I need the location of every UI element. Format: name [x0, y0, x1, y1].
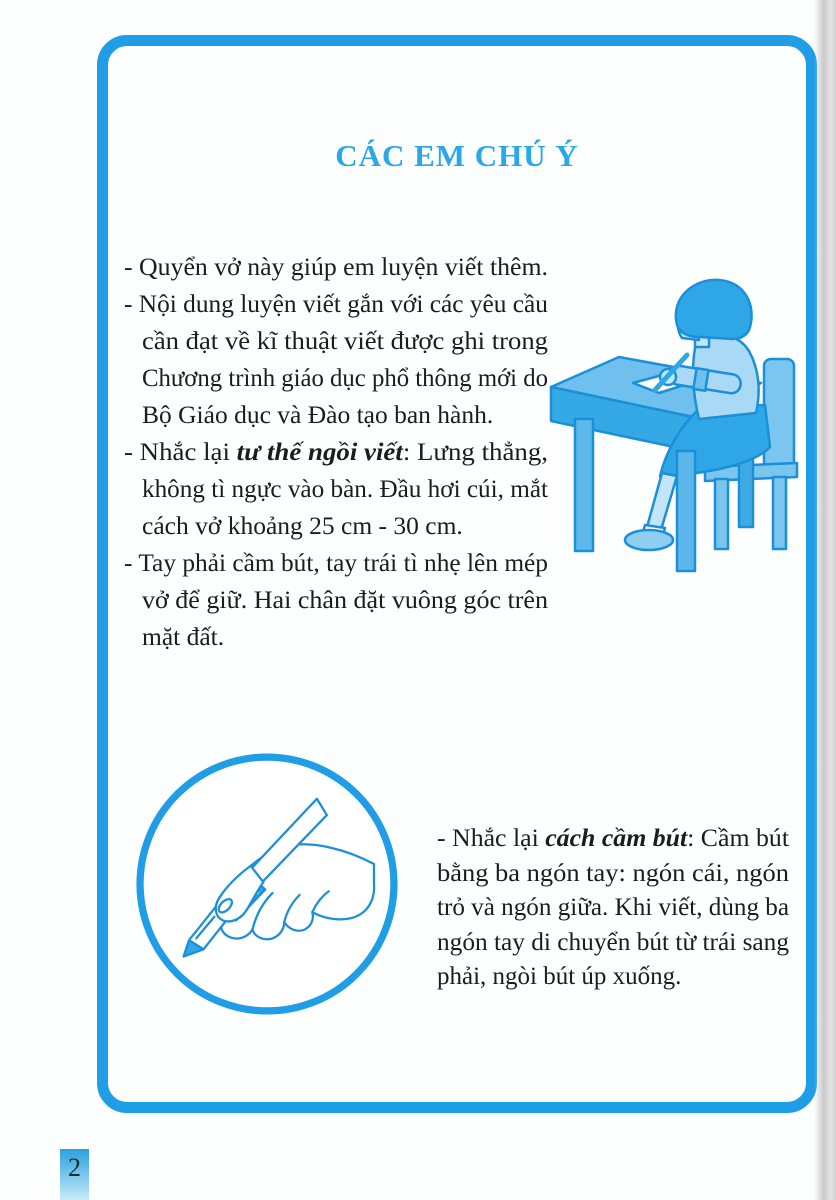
girl-writing-at-desk-illustration	[549, 273, 807, 573]
text-line-content	[437, 822, 789, 857]
text-line	[437, 960, 789, 995]
text-line-content	[142, 581, 548, 618]
page-number-badge	[60, 1149, 89, 1200]
text-line	[437, 926, 789, 961]
body-text: - Nhắc lại	[437, 825, 546, 852]
hand-holding-pen-illustration	[131, 748, 403, 1020]
text-line-content	[437, 857, 789, 892]
text-line	[124, 322, 548, 359]
text-line	[124, 359, 548, 396]
body-text: cách vở khoảng 25 cm - 30 cm.	[142, 511, 463, 540]
body-text: phải, ngòi bút úp xuống.	[437, 963, 682, 990]
text-line-content	[142, 618, 224, 655]
text-line-content	[437, 960, 681, 995]
page-title: CÁC EM CHÚ Ý	[335, 138, 579, 173]
notes-right-column	[437, 822, 789, 995]
text-line-content	[124, 285, 548, 322]
body-text: trỏ và ngón giữa. Khi viết, dùng ba	[437, 894, 789, 921]
body-text: cần đạt về kĩ thuật viết được ghi trong	[142, 326, 548, 355]
text-line	[124, 396, 548, 433]
hair	[676, 280, 752, 339]
body-text: : Cầm bút	[687, 825, 789, 852]
body-text: - Nhắc lại	[124, 437, 237, 466]
sleeve-cuff	[693, 368, 708, 391]
text-line-content	[142, 359, 548, 396]
body-text: ngón tay di chuyển bút từ trái sang	[437, 928, 789, 956]
text-line	[124, 285, 548, 322]
body-text: mặt đất.	[142, 622, 225, 651]
emphasis-text: cách cầm bút	[545, 825, 688, 852]
text-line-content	[124, 433, 548, 470]
scan-edge-shadow	[814, 0, 836, 1200]
text-line-content	[142, 396, 493, 433]
shoe	[625, 530, 673, 550]
emphasis-text: tư thế ngồi viết	[236, 437, 403, 466]
text-line	[124, 507, 548, 544]
body-text: - Tay phải cầm bút, tay trái tì nhẹ lên mép	[124, 548, 548, 577]
text-line	[437, 822, 789, 857]
page-number: 2	[68, 1153, 81, 1182]
body-text: - Quyển vở này giúp em luyện viết thêm.	[124, 252, 548, 281]
text-line	[124, 581, 548, 618]
text-line	[124, 433, 548, 470]
notes-left-column	[124, 248, 548, 655]
text-line	[124, 544, 548, 581]
text-line-content	[124, 248, 548, 285]
text-line-content	[437, 891, 789, 926]
body-text: bằng ba ngón tay: ngón cái, ngón	[437, 859, 789, 887]
leg	[647, 473, 677, 530]
text-line-content	[142, 470, 548, 507]
body-text: Bộ Giáo dục và Đào tạo ban hành.	[142, 400, 494, 429]
text-line	[437, 857, 789, 892]
body-text: Chương trình giáo dục phổ thông mới do	[142, 363, 548, 392]
text-line-content	[142, 507, 463, 544]
body-text: vở để giữ. Hai chân đặt vuông góc trên	[142, 585, 548, 614]
desk-front-leg	[677, 451, 695, 571]
text-line	[124, 618, 548, 655]
text-line-content	[437, 926, 789, 961]
body-text: - Nội dung luyện viết gắn với các yêu cầu	[124, 289, 548, 318]
text-line-content	[142, 322, 548, 359]
body-text: : Lưng thẳng,	[402, 437, 548, 466]
body-text: không tì ngực vào bàn. Đầu hơi cúi, mắt	[142, 474, 548, 503]
text-line-content	[124, 544, 548, 581]
text-line	[437, 891, 789, 926]
text-line	[124, 470, 548, 507]
text-line	[124, 248, 548, 285]
